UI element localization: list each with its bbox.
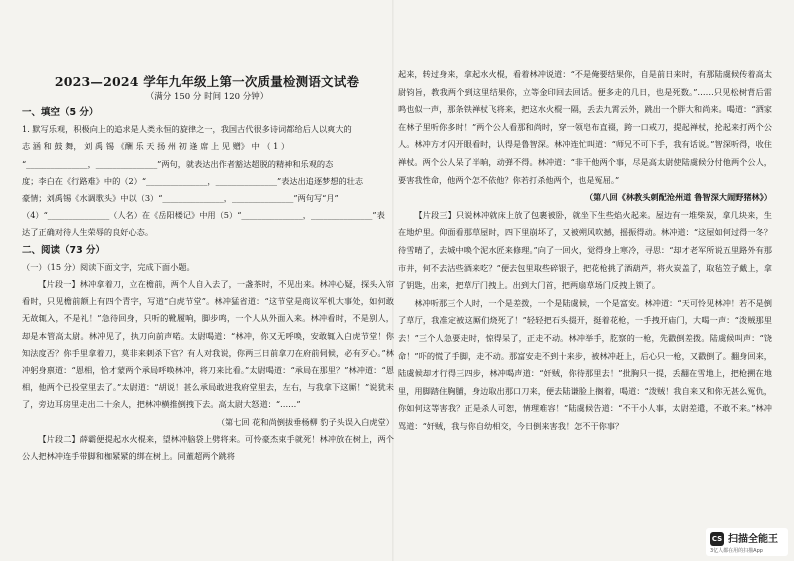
section2-sub: （一）（15 分）阅读下面文字，完成下面小题。 [22, 261, 195, 272]
excerpt-three-continued: 林冲听那三个人时，一个是差拨，一个是陆虞候，一个是富安。林冲道：“天可怜见林冲！若不是倒了草厅，我准定被这厮们烧死了！”轻轻把石头掇开，挺着花枪，一手拽开庙门，大喝一声：“泼贼那里去！”三个人急要走时，惊得呆了，正走不动。林冲举手，肐察的一枪，先戳倒差拨。陆虞候叫声：“饶命！”吓的慌了手脚，走不动。那富安走不到十来步，被林冲赶上，后心只一枪，又戳倒了。翻身回来，陆虞候却才行得三四步，林冲喝声道：“奸贼，你待那里去！”批胸只一提，丢翻在雪地上，把枪搠在地里，用脚踏住胸脯，身边取出那口刀来，便去陆谦脸上搁着，喝道：“泼贼！我自来又和你无甚么冤仇，你如何这等害我？正是杀人可恕，情理难容！”陆虞候告道：“不干小人事，太尉差遣，不敢不来。”林冲骂道：“奸贼，我与你自幼相交，今日倒来害我！怎不干你事？ [398, 297, 772, 431]
right-column [398, 66, 772, 435]
section1-line: 度；李白在《行路难》中的（2）“_______________，_______________”表达出追逐梦想的壮志 [22, 175, 364, 186]
excerpt-two: 【片段二】薛霸便提起水火棍来，望林冲脑袋上劈将来。可怜豪杰束手就死！林冲放在树上，两个公人把林冲连手带脚和枷紧紧的绑在树上。同董超两个跳将 [22, 433, 394, 462]
scanner-watermark [706, 528, 788, 556]
exam-title: 2023—2024 学年九年级上第一次质量检测语文试卷 [54, 74, 360, 89]
excerpt-one: 【片段一】林冲拿着刀，立在檐前，两个人自入去了，一盏茶时，不见出来。林冲心疑，探头入帘看时，只见檐前额上有四个青字，写道“白虎节堂”。林冲猛省道：“这节堂是商议军机大事处，如何敢无故辄入，不是礼！”急待回身，只听的靴履响，脚步鸣，一个人从外面入来。林冲看时，不是别人，却是本管高太尉。林冲见了，执刀向前声喏。太尉喝道：“林冲，你又无呼唤，安敢辄入白虎节堂！你知法度否？你手里拿着刀，莫非来刺杀下官？有人对我说，你两三日前拿刀在府前伺候，必有歹心。”林冲躬身禀道：“恩相，恰才蒙两个承局呼唤林冲，将刀来比看。”太尉喝道：“承局在那里？”林冲道：“恩相，他两个已投堂里去了。”太尉道：“胡说！甚么承局敢进我府堂里去，左右，与我拿下这厮！”说犹未了，旁边耳房里走出二十余人，把林冲横推倒拽下去。高太尉大怒道：“……” [22, 279, 394, 410]
section1-line: “_______________，_______________”两句，就表达出作者豁达超脱的精神和乐观的态 [22, 158, 334, 169]
excerpt-one-source: （第七回 花和尚倒拔垂杨柳 豹子头误入白虎堂） [216, 416, 394, 427]
scanner-logo-icon: CS [710, 532, 724, 546]
excerpt-two-source: （第八回《林教头刺配沧州道 鲁智深大闹野猪林》） [584, 192, 772, 203]
scanner-watermark-sub: 3亿人都在用的扫描App [710, 548, 763, 554]
excerpt-three: 【片段三】只说林冲就床上放了包裹被卧，就坐下生些焰火起来。屋边有一堆柴炭，拿几块来，生在地炉里。仰面看那草屋时，四下里崩坏了，又被朔风吹撼，摇振得动。林冲道：“这屋如何过得一冬？待雪晴了，去城中唤个泥水匠来修理。”向了一回火，觉得身上寒冷，寻思：“却才老军所说五里路外有那市井，何不去沽些酒来吃？”便去包里取些碎银子，把花枪挑了酒葫芦，将火炭盖了，取毡笠子戴上，拿了钥匙，出来，把草厅门拽上。出到大门首，把两扇草场门反拽上锁了。 [398, 209, 772, 291]
excerpt-two-continued: 起来，转过身来，拿起水火棍，看着林冲说道：“不是俺要结果你，自是前日来时，有那陆虞候传着高太尉钧旨，教我两个到这里结果你，立等金印回去回话。便多走的几日，也是死数。”……只见松树背后雷鸣也似一声，那条铁禅杖飞将来，把这水火棍一隔，丢去九霄云外，跳出一个胖大和尚来。喝道：“洒家在林子里听你多时！”两个公人看那和尚时，穿一领皂布直裰，跨一口戒刀，提起禅杖，抡起来打两个公人。林冲方才闪开眼看时，认得是鲁智深。林冲连忙叫道：“师兄不可下手，我有话说。”智深听得，收住禅杖。两个公人呆了半晌，动弹不得。林冲道：“非干他两个事，尽是高太尉使陆虞候分付他两个公人，要害我性命，他两个怎不依他？你若打杀他两个，也是冤屈。” [398, 69, 772, 185]
exam-subtitle: （满分 150 分 时间 120 分钟） [145, 92, 269, 102]
section1-line: 豪情；刘禹锡《水调歌头》中以（3）“_______________，_______________”两句写“月” [22, 193, 339, 204]
section1-line: 志 涵 和 鼓 舞， 刘 禹 锡 《酬 乐 天 扬 州 初 逢 席 上 见 赠》 中 （ 1 ） [22, 141, 290, 152]
section1-line: （4）“_______________（人名）在《岳阳楼记》中用（5）“_______________，_______________”表 [22, 210, 385, 221]
left-column [22, 104, 394, 465]
section1-line: 1. 默写乐观，积极向上的追求是人类永恒的旋律之一，我国古代很多诗词都给后人以爽大的 [22, 124, 352, 135]
scanner-watermark-title: 扫描全能王 [728, 534, 778, 545]
section1-heading: 一、填空（5 分） [22, 107, 99, 118]
section2-heading: 二、阅读（73 分） [22, 244, 106, 256]
section1-line: 达了正确对待人生荣辱的良好心态。 [22, 227, 154, 238]
